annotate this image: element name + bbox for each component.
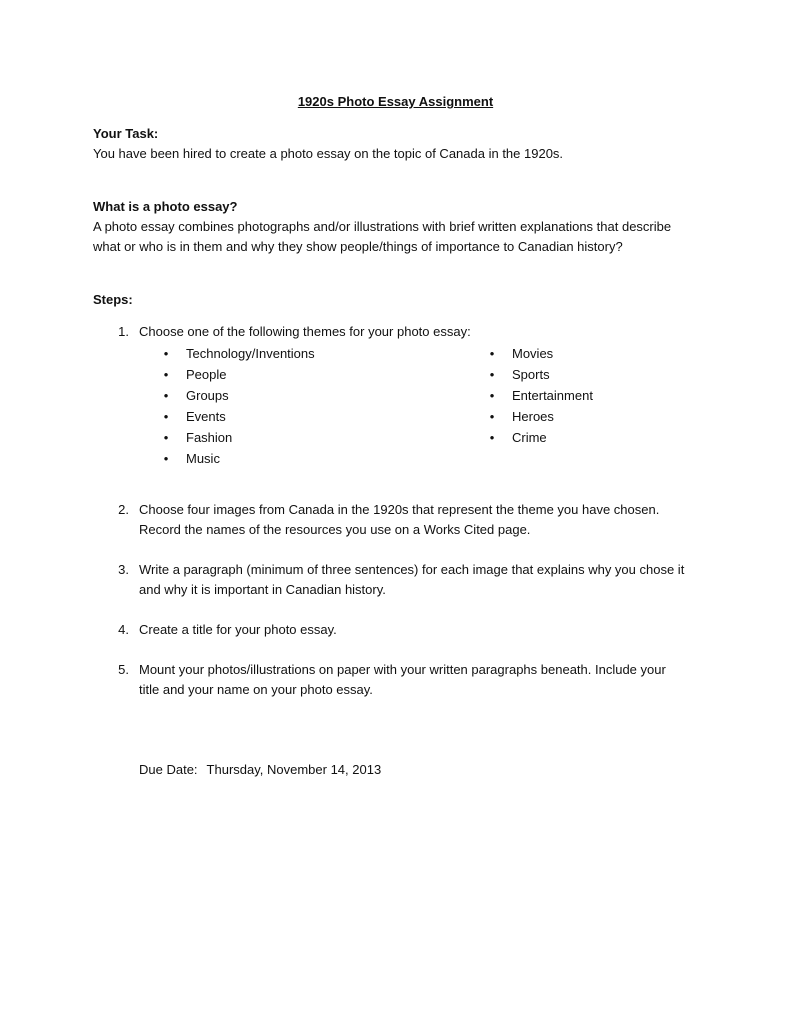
step-number: 1.	[118, 324, 129, 339]
bullet-icon: •	[489, 346, 495, 361]
step-number: 4.	[118, 622, 129, 637]
step-text-line-2: and why it is important in Canadian history.	[139, 582, 386, 597]
photo-essay-section	[93, 197, 713, 257]
theme-label: Fashion	[186, 430, 233, 445]
theme-label: Sports	[512, 367, 550, 382]
theme-item	[161, 385, 461, 406]
steps-heading: Steps:	[93, 292, 133, 307]
step-text-line-2: Record the names of the resources you use on a Works Cited page.	[139, 522, 531, 537]
step-number: 5.	[118, 662, 129, 677]
theme-item	[487, 427, 707, 448]
theme-item	[487, 385, 707, 406]
theme-item	[487, 364, 707, 385]
document-title: 1920s Photo Essay Assignment	[297, 94, 494, 109]
theme-item	[487, 343, 707, 364]
due-date-value: Thursday, November 14, 2013	[206, 762, 382, 777]
step-text-line-1: Mount your photos/illustrations on paper with your written paragraphs beneath. Include your	[139, 662, 666, 677]
theme-item	[161, 406, 461, 427]
photo-essay-heading: What is a photo essay?	[93, 199, 238, 214]
theme-item	[161, 448, 461, 469]
step-number: 3.	[118, 562, 129, 577]
bullet-icon: •	[163, 367, 169, 382]
theme-label: Entertainment	[512, 388, 593, 403]
themes-list-left	[161, 343, 461, 469]
bullet-icon: •	[163, 409, 169, 424]
theme-item	[487, 406, 707, 427]
bullet-icon: •	[163, 346, 169, 361]
theme-label: Technology/Inventions	[186, 346, 315, 361]
theme-item	[161, 343, 461, 364]
bullet-icon: •	[489, 388, 495, 403]
steps-heading-block	[93, 290, 713, 310]
photo-essay-text-line-2: what or who is in them and why they show people/things of importance to Canadian history?	[93, 239, 623, 254]
bullet-icon: •	[489, 367, 495, 382]
bullet-icon: •	[489, 409, 495, 424]
step-text-line-1: Create a title for your photo essay.	[139, 622, 337, 637]
theme-label: Music	[186, 451, 220, 466]
theme-label: Heroes	[512, 409, 554, 424]
bullet-icon: •	[489, 430, 495, 445]
bullet-icon: •	[163, 388, 169, 403]
due-date-label: Due Date:	[139, 762, 198, 777]
theme-item	[161, 364, 461, 385]
themes-list-right	[487, 343, 707, 448]
theme-label: Crime	[512, 430, 547, 445]
bullet-icon: •	[163, 430, 169, 445]
theme-label: Movies	[512, 346, 554, 361]
theme-label: Groups	[186, 388, 229, 403]
photo-essay-text-line-1: A photo essay combines photographs and/or illustrations with brief written explanations that describe	[93, 219, 672, 234]
step-text-line-2: title and your name on your photo essay.	[139, 682, 373, 697]
theme-label: Events	[186, 409, 226, 424]
theme-label: People	[186, 367, 227, 382]
task-text: You have been hired to create a photo essay on the topic of Canada in the 1920s.	[93, 146, 564, 161]
task-section	[93, 124, 713, 164]
step-text-line-1: Write a paragraph (minimum of three sentences) for each image that explains why you chose it	[139, 562, 685, 577]
due-date-line	[139, 760, 381, 780]
bullet-icon: •	[163, 451, 169, 466]
theme-item	[161, 427, 461, 448]
step-text-line-1: Choose four images from Canada in the 1920s that represent the theme you have chosen.	[139, 502, 660, 517]
step-number: 2.	[118, 502, 129, 517]
task-heading: Your Task:	[93, 126, 159, 141]
step-text-line-1: Choose one of the following themes for your photo essay:	[139, 324, 471, 339]
